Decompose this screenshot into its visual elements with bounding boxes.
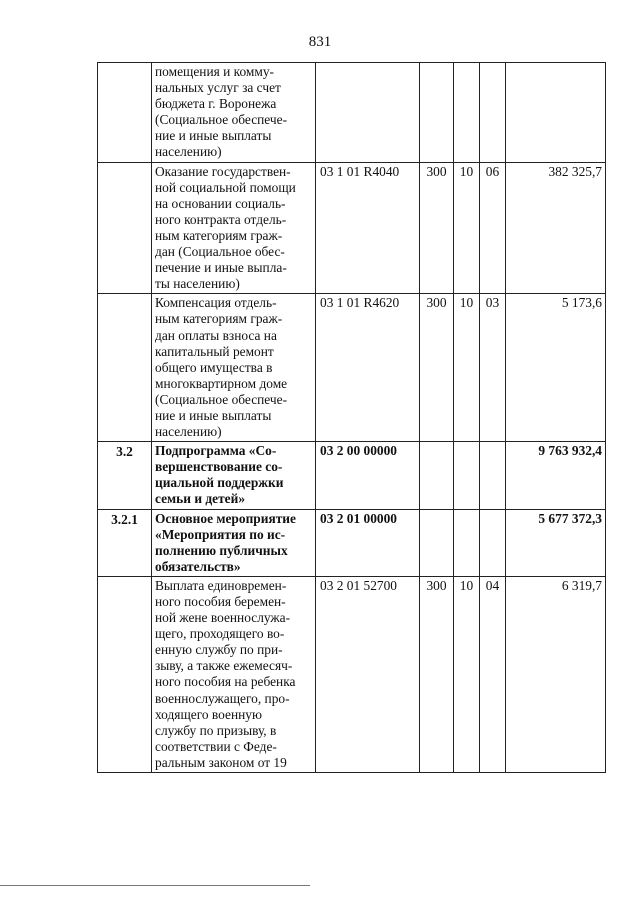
section-code: [454, 509, 480, 576]
table-row: [98, 576, 606, 772]
item-name-line: Выплата единовремен-: [155, 577, 287, 593]
item-name: [152, 162, 316, 294]
subsection-code: 04: [480, 576, 506, 772]
item-name-line: «Мероприятия по ис-: [155, 526, 286, 542]
row-number: [98, 162, 152, 294]
section-code: 10: [454, 162, 480, 294]
classification-code: 03 2 01 52700: [316, 576, 420, 772]
row-number: [98, 294, 152, 442]
item-name-line: капитальный ремонт: [155, 343, 274, 359]
subsection-code: 06: [480, 162, 506, 294]
item-name-line: Компенсация отдель-: [155, 295, 277, 311]
expense-type-code: 300: [420, 294, 454, 442]
item-name-line: печение и иные выпла-: [155, 260, 287, 276]
item-name-line: щего, проходящего во-: [155, 626, 285, 642]
item-name-line: многоквартирном доме: [155, 375, 288, 391]
expense-type-code: 300: [420, 162, 454, 294]
classification-code: 03 1 01 R4620: [316, 294, 420, 442]
section-code: [454, 442, 480, 509]
table-row: [98, 509, 606, 576]
expense-type-code: [420, 509, 454, 576]
item-name-line: обязательств»: [155, 558, 241, 574]
amount: 9 763 932,4: [506, 442, 606, 509]
item-name-line: ным категориям граж-: [155, 311, 283, 327]
item-name-line: нальных услуг за счет: [155, 80, 281, 96]
budget-table: [97, 62, 606, 773]
item-name-line: вершенствование со-: [155, 459, 283, 475]
row-number: 3.2.1: [98, 509, 152, 576]
item-name: [152, 576, 316, 772]
item-name-line: ние и иные выплаты: [155, 128, 272, 144]
expense-type-code: 300: [420, 576, 454, 772]
item-name-line: помещения и комму-: [155, 64, 274, 79]
item-name-line: дан оплаты взноса на: [155, 327, 277, 343]
table-row: [98, 63, 606, 163]
expense-type-code: [420, 63, 454, 163]
item-name-line: Оказание государствен-: [155, 163, 291, 179]
item-name-line: службу по призыву, в: [155, 722, 277, 738]
table-row: [98, 442, 606, 509]
item-name-line: семьи и детей»: [155, 491, 246, 507]
amount: 5 677 372,3: [506, 509, 606, 576]
item-name-line: населению): [155, 424, 222, 440]
item-name: [152, 63, 316, 163]
classification-code: [316, 63, 420, 163]
classification-code: 03 2 00 00000: [316, 442, 420, 509]
row-number: 3.2: [98, 442, 152, 509]
amount: 382 325,7: [506, 162, 606, 294]
section-code: 10: [454, 294, 480, 442]
item-name-line: ного пособия беремен-: [155, 594, 286, 609]
item-name-line: ной жене военнослужа-: [155, 610, 291, 626]
amount: 6 319,7: [506, 576, 606, 772]
item-name: [152, 294, 316, 442]
amount: [506, 63, 606, 163]
subsection-code: 03: [480, 294, 506, 442]
item-name-line: ральным законом от 19: [155, 754, 287, 770]
item-name-line: дан (Социальное обес-: [155, 244, 285, 260]
item-name-line: енную службу по при-: [155, 642, 283, 658]
row-number: [98, 576, 152, 772]
item-name-line: соответствии с Феде-: [155, 738, 277, 754]
item-name-line: ным категориям граж-: [155, 227, 283, 243]
section-code: 10: [454, 576, 480, 772]
item-name-line: зыву, а также ежемесяч-: [155, 658, 293, 674]
item-name-line: циальной поддержки: [155, 475, 284, 491]
item-name-line: ходящего военную: [155, 706, 262, 722]
subsection-code: [480, 509, 506, 576]
item-name-line: ние и иные выплаты: [155, 407, 272, 423]
classification-code: 03 1 01 R4040: [316, 162, 420, 294]
amount: 5 173,6: [506, 294, 606, 442]
item-name-line: ного контракта отдель-: [155, 211, 287, 227]
table-row: [98, 294, 606, 442]
item-name-line: ной социальной помощи: [155, 179, 296, 195]
item-name-line: (Социальное обеспече-: [155, 391, 288, 407]
item-name: [152, 509, 316, 576]
subsection-code: [480, 442, 506, 509]
item-name-line: бюджета г. Воронежа: [155, 96, 277, 112]
item-name-line: населению): [155, 144, 222, 160]
item-name-line: ного пособия на ребенка: [155, 674, 296, 690]
item-name: [152, 442, 316, 509]
item-name-line: Основное мероприятие: [155, 510, 296, 526]
expense-type-code: [420, 442, 454, 509]
footer-rule: [0, 885, 310, 886]
item-name-line: на основании социаль-: [155, 195, 286, 211]
item-name-line: общего имущества в: [155, 359, 273, 375]
subsection-code: [480, 63, 506, 163]
classification-code: 03 2 01 00000: [316, 509, 420, 576]
item-name-line: (Социальное обеспече-: [155, 112, 288, 128]
item-name-line: Подпрограмма «Со-: [155, 443, 277, 459]
item-name-line: военнослужащего, про-: [155, 690, 290, 706]
row-number: [98, 63, 152, 163]
table-row: [98, 162, 606, 294]
page-number: 831: [308, 34, 332, 50]
item-name-line: полнению публичных: [155, 542, 288, 558]
section-code: [454, 63, 480, 163]
item-name-line: ты населению): [155, 276, 240, 292]
